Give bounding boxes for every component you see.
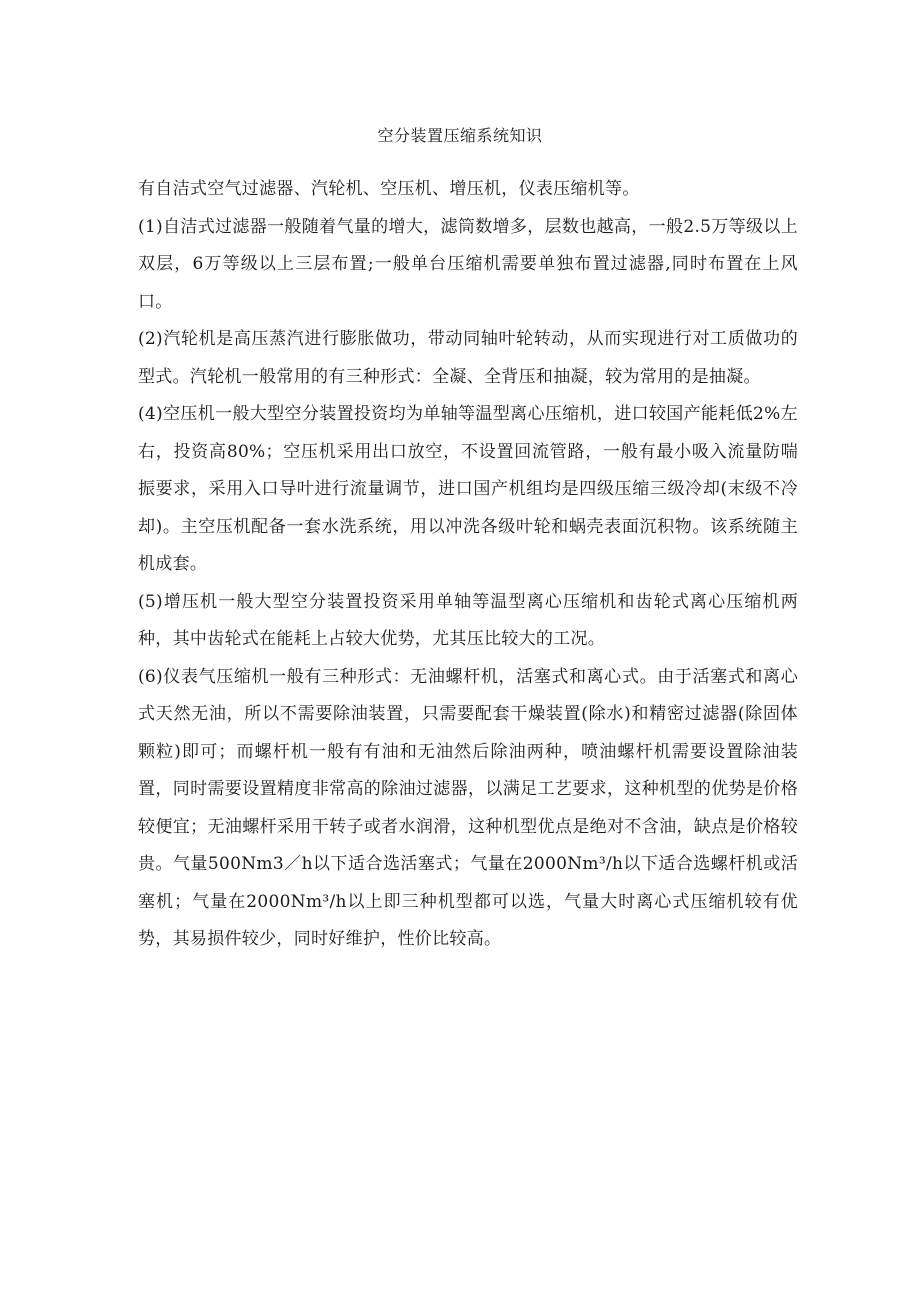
- document-title: 空分装置压缩系统知识: [377, 126, 543, 145]
- paragraph-intro: 有自洁式空气过滤器、汽轮机、空压机、增压机，仪表压缩机等。: [138, 179, 640, 199]
- paragraph-filter: (1)自洁式过滤器一般随着气量的增大，滤筒数增多，层数也越高，一般2.5万等级以上双层，6万等级以上三层布置;一般单台压缩机需要单独布置过滤器,同时布置在上风口。: [138, 216, 798, 312]
- paragraph-instrument-compressor: (6)仪表气压缩机一般有三种形式：无油螺杆机，活塞式和离心式。由于活塞式和离心式天然无油，所以不需要除油装置，只需要配套干燥装置(除水)和精密过滤器(除固体颗粒)即可；而螺杆机一般有有油和无油然后除油两种，喷油螺杆机需要设置除油装置，同时需要设置精度非常高的除油过滤器，以满足工艺要求，这种机型的优势是价格较便宜；无油螺杆采用干转子或者水润滑，这种机型优点是绝对不含油，缺点是价格较贵。气量500Nm3／h以下适合选活塞式；气量在2000Nm³/h以下适合选螺杆机或活塞机；气量在2000Nm³/h以上即三种机型都可以选，气量大时离心式压缩机较有优势，其易损件较少，同时好维护，性价比较高。: [138, 666, 798, 949]
- paragraph-turbine: (2)汽轮机是高压蒸汽进行膨胀做功，带动同轴叶轮转动，从而实现进行对工质做功的型式。汽轮机一般常用的有三种形式：全凝、全背压和抽凝，较为常用的是抽凝。: [138, 329, 798, 387]
- paragraph-air-compressor: (4)空压机一般大型空分装置投资均为单轴等温型离心压缩机，进口较国产能耗低2%左右，投资高80%；空压机采用出口放空，不设置回流管路，一般有最小吸入流量防喘振要求，采用入口导叶进行流量调节，进口国产机组均是四级压缩三级冷却(末级不冷却)。主空压机配备一套水洗系统，用以冲洗各级叶轮和蜗壳表面沉积物。该系统随主机成套。: [138, 404, 798, 574]
- document-body: [138, 171, 798, 959]
- paragraph-booster: (5)增压机一般大型空分装置投资采用单轴等温型离心压缩机和齿轮式离心压缩机两种，其中齿轮式在能耗上占较大优势，尤其压比较大的工况。: [138, 591, 798, 649]
